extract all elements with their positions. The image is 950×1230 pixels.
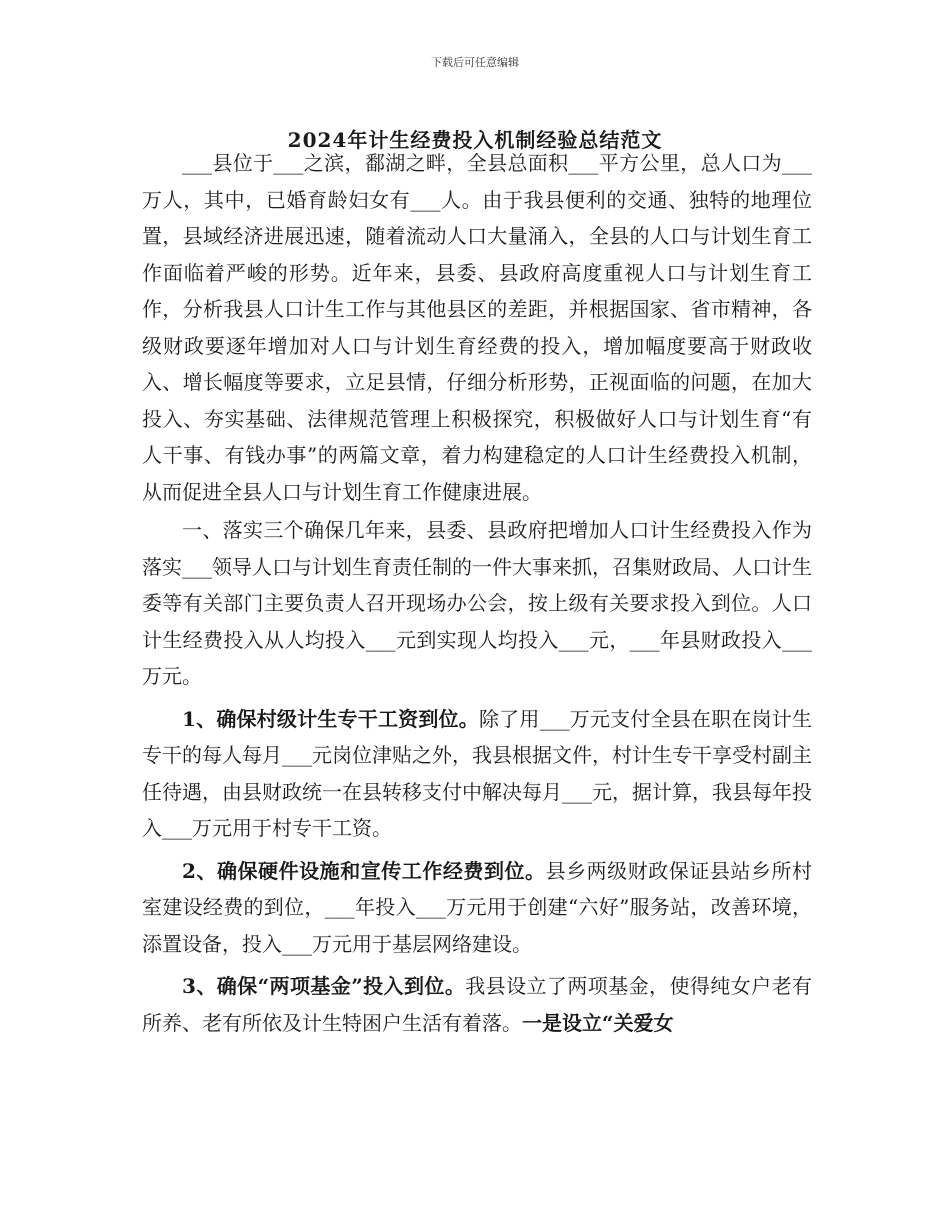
item-3-heading: 3、确保“两项基金”投入到位。 bbox=[182, 974, 466, 998]
item-2-heading: 2、确保硬件设施和宣传工作经费到位。 bbox=[182, 858, 546, 883]
item-1-paragraph bbox=[142, 701, 812, 847]
header-note: 下载后可任意编辑 bbox=[431, 56, 519, 69]
section-1-paragraph: 一、落实三个确保几年来，县委、县政府把增加人口计生经费投入作为落实___领导人口与计划生育责任制的一件大事来抓，召集财政局、人口计生委等有关部门主要负责人召开现场办公会，按上级有关要求投入到位。人口计生经费投入从人均投入___元到实现人均投入___元，___年县财政投入___万元。 bbox=[142, 518, 812, 688]
item-1-heading: 1、确保村级计生专干工资到位。 bbox=[182, 706, 479, 731]
item-1-text: 除了用___万元支付全县在职在岗计生专干的每人每月___元岗位津贴之外，我县根据文件，村计生专干享受村副主任待遇，由县财政统一在县转移支付中解决每月___元，据计算，我县每年投入___万元用于村专干工资。 bbox=[142, 706, 813, 840]
document-body bbox=[142, 145, 812, 1041]
item-2-paragraph bbox=[142, 853, 812, 963]
item-3-text: 我县设立了两项基金，使得纯女户老有所养、老有所依及计生特困户生活有着落。 bbox=[142, 974, 812, 1035]
document-title: 2024年计生经费投入机制经验总结范文 bbox=[287, 128, 663, 152]
item-3-tail: 一是设立“关爱女 bbox=[522, 1010, 674, 1035]
item-2-text: 县乡两级财政保证县站乡所村室建设经费的到位，___年投入___万元用于创建“六好”服务站，改善环境，添置设备，投入___万元用于基层网络建设。 bbox=[142, 858, 813, 956]
item-3-paragraph bbox=[142, 968, 812, 1041]
intro-paragraph: ___县位于___之滨，鄱湖之畔，全县总面积___平方公里，总人口为___万人，其中，已婚育龄妇女有___人。由于我县便利的交通、独特的地理位置，县域经济进展迅速，随着流动人口大量涌入，全县的人口与计划生育工作面临着严峻的形势。近年来，县委、县政府高度重视人口与计划生育工作，分析我县人口计生工作与其他县区的差距，并根据国家、省市精神，各级财政要逐年增加对人口与计划生育经费的投入，增加幅度要高于财政收入、增长幅度等要求，立足县情，仔细分析形势，正视面临的问题，在加大投入、夯实基础、法律规范管理上积极探究，积极做好人口与计划生育“有人干事、有钱办事”的两篇文章，着力构建稳定的人口计生经费投入机制，从而促进全县人口与计划生育工作健康进展。 bbox=[142, 151, 812, 504]
